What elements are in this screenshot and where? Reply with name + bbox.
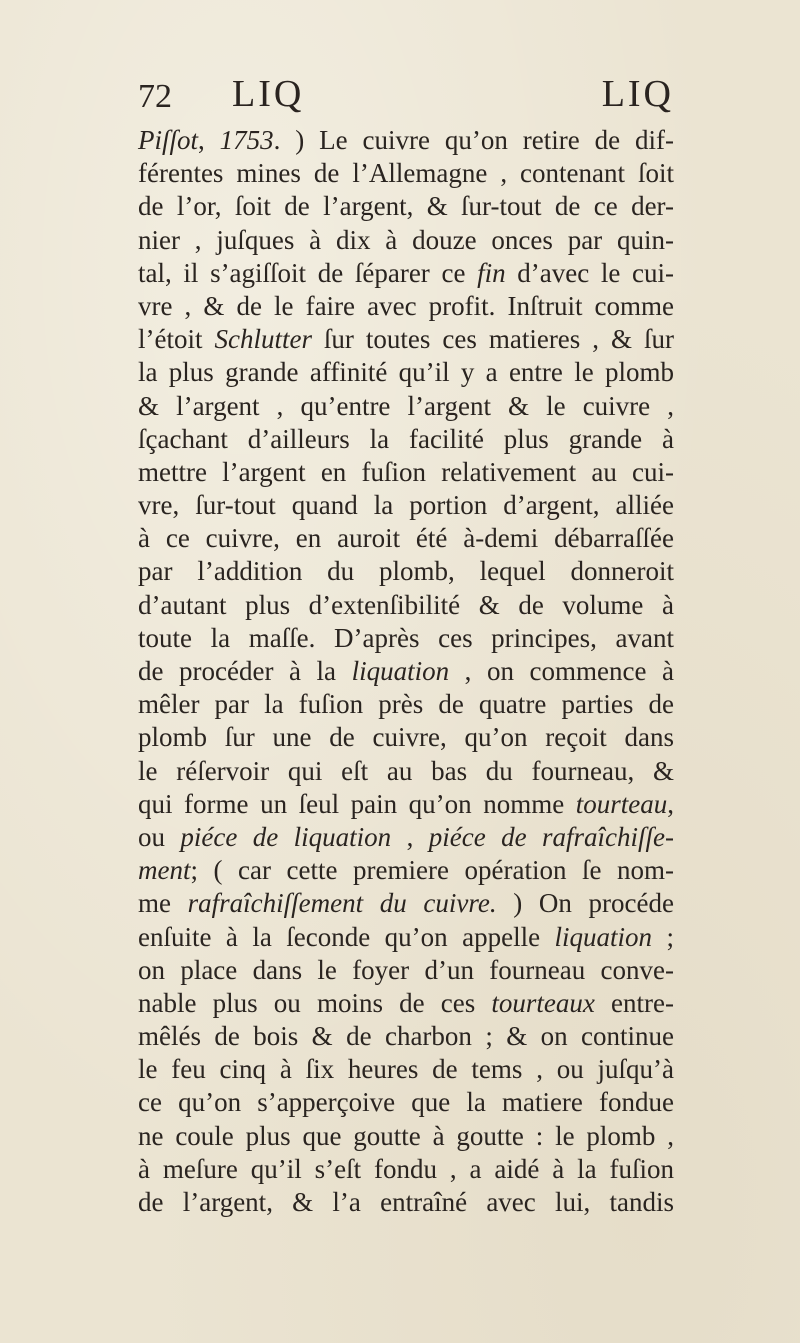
text-segment: nable plus ou moins de ces bbox=[138, 987, 492, 1018]
text-segment: par l’addition du plomb, lequel donneroit bbox=[138, 556, 674, 587]
text-segment: d’autant plus d’extenſibilité & de volume à bbox=[138, 589, 674, 620]
text-segment: ne coule plus que goutte à goutte : le plomb , bbox=[138, 1120, 674, 1151]
page-header bbox=[138, 72, 674, 122]
italic-text-segment: piéce de rafraîchiſſe- bbox=[428, 821, 675, 852]
text-segment: vre, ſur-tout quand la portion d’argent, alliée bbox=[138, 490, 674, 521]
text-segment: férentes mines de l’Allemagne , contenant ſoit bbox=[138, 158, 674, 189]
text-segment: & l’argent , qu’entre l’argent & le cuivre , bbox=[138, 390, 674, 421]
text-line bbox=[138, 954, 674, 987]
text-line bbox=[138, 688, 674, 721]
text-line bbox=[138, 555, 674, 588]
text-segment: entre- bbox=[594, 987, 675, 1018]
text-line bbox=[138, 887, 674, 920]
text-segment: , bbox=[198, 125, 220, 155]
text-line bbox=[138, 821, 674, 854]
text-segment: à ce cuivre, en auroit été à-demi débarraſſée bbox=[138, 523, 674, 554]
text-line bbox=[138, 655, 674, 688]
text-segment: ou bbox=[138, 821, 181, 852]
text-line bbox=[138, 522, 674, 555]
text-line bbox=[138, 489, 674, 522]
text-segment: ) On procéde bbox=[496, 888, 674, 919]
italic-text-segment: 1753 bbox=[219, 125, 274, 155]
running-head-left: LIQ bbox=[232, 73, 305, 115]
text-line bbox=[138, 1020, 674, 1053]
text-segment: mêlés de bois & de charbon ; & on continue bbox=[138, 1021, 674, 1052]
text-segment: le feu cinq à ſix heures de tems , ou juſqu’à bbox=[138, 1054, 674, 1085]
text-segment: de procéder à la bbox=[138, 656, 352, 686]
text-segment: nier , juſques à dix à douze onces par quin- bbox=[138, 224, 674, 255]
text-line bbox=[138, 589, 674, 622]
text-segment: la plus grande affinité qu’il y a entre le plomb bbox=[138, 357, 674, 388]
text-line bbox=[138, 1120, 674, 1153]
text-segment: l’étoit bbox=[138, 324, 215, 355]
italic-text-segment: Piſſot bbox=[138, 125, 198, 155]
page-number: 72 bbox=[138, 78, 172, 115]
text-segment: on place dans le foyer d’un fourneau conve- bbox=[138, 954, 674, 985]
italic-text-segment: tourteau bbox=[575, 788, 668, 819]
text-line bbox=[138, 1153, 674, 1186]
italic-text-segment: liquation bbox=[554, 921, 653, 952]
text-line bbox=[138, 190, 674, 223]
text-line bbox=[138, 456, 674, 489]
text-segment: , bbox=[667, 788, 674, 819]
text-line bbox=[138, 290, 674, 323]
italic-text-segment: fin bbox=[477, 257, 506, 288]
text-line bbox=[138, 224, 674, 257]
text-line bbox=[138, 921, 674, 954]
text-segment: ; bbox=[652, 921, 674, 952]
text-segment: qui forme un ſeul pain qu’on nomme bbox=[138, 788, 576, 819]
text-segment: le réſervoir qui eſt au bas du fourneau, & bbox=[138, 755, 674, 786]
text-segment: toute la maſſe. D’après ces principes, avant bbox=[138, 622, 674, 653]
text-segment: ſçachant d’ailleurs la facilité plus grande à bbox=[138, 423, 674, 454]
text-line bbox=[138, 854, 674, 887]
italic-text-segment: piéce de liquation bbox=[180, 821, 392, 852]
text-line bbox=[138, 423, 674, 456]
text-segment: à meſure qu’il s’eſt fondu , a aidé à la fuſion bbox=[138, 1153, 674, 1184]
text-segment: , on commence à bbox=[449, 656, 674, 686]
text-line bbox=[138, 1053, 674, 1086]
text-segment: ce qu’on s’apperçoive que la matiere fondue bbox=[138, 1087, 674, 1118]
text-segment: d’avec le cui- bbox=[505, 257, 674, 288]
text-line bbox=[138, 390, 674, 423]
italic-text-segment: ment bbox=[138, 855, 191, 886]
running-head-right: LIQ bbox=[601, 73, 674, 115]
text-segment: ; ( car cette premiere opération ſe nom- bbox=[190, 855, 674, 886]
text-segment: mettre l’argent en fuſion relativement au cui- bbox=[138, 456, 674, 487]
text-line bbox=[138, 1086, 674, 1119]
text-line bbox=[138, 1186, 674, 1219]
text-line bbox=[138, 987, 674, 1020]
text-line bbox=[138, 157, 674, 190]
text-line bbox=[138, 124, 674, 157]
text-line bbox=[138, 356, 674, 389]
text-line bbox=[138, 721, 674, 754]
text-segment: mêler par la fuſion près de quatre parties de bbox=[138, 689, 674, 720]
text-segment: tal, il s’agiſſoit de ſéparer ce bbox=[138, 257, 478, 288]
italic-text-segment: tourteaux bbox=[491, 987, 595, 1018]
text-segment: de l’or, ſoit de l’argent, & ſur-tout de ce der- bbox=[138, 191, 674, 222]
italic-text-segment: Schlutter bbox=[214, 324, 312, 355]
text-segment: plomb ſur une de cuivre, qu’on reçoit dans bbox=[138, 722, 674, 753]
text-segment: , bbox=[391, 821, 429, 852]
body-text bbox=[138, 124, 674, 1219]
italic-text-segment: rafraîchiſſement du cuivre. bbox=[187, 888, 497, 919]
italic-text-segment: liquation bbox=[351, 656, 450, 686]
text-segment: vre , & de le faire avec profit. Inſtruit comme bbox=[138, 290, 674, 321]
text-segment: ſur toutes ces matieres , & ſur bbox=[311, 324, 674, 355]
text-line bbox=[138, 257, 674, 290]
text-segment: enſuite à la ſeconde qu’on appelle bbox=[138, 921, 555, 952]
text-segment: de l’argent, & l’a entraîné avec lui, tandis bbox=[138, 1187, 674, 1217]
text-segment: me bbox=[138, 888, 188, 919]
text-line bbox=[138, 788, 674, 821]
text-line bbox=[138, 755, 674, 788]
text-segment: . ) Le cuivre qu’on retire de dif- bbox=[273, 125, 675, 155]
text-line bbox=[138, 323, 674, 356]
text-line bbox=[138, 622, 674, 655]
